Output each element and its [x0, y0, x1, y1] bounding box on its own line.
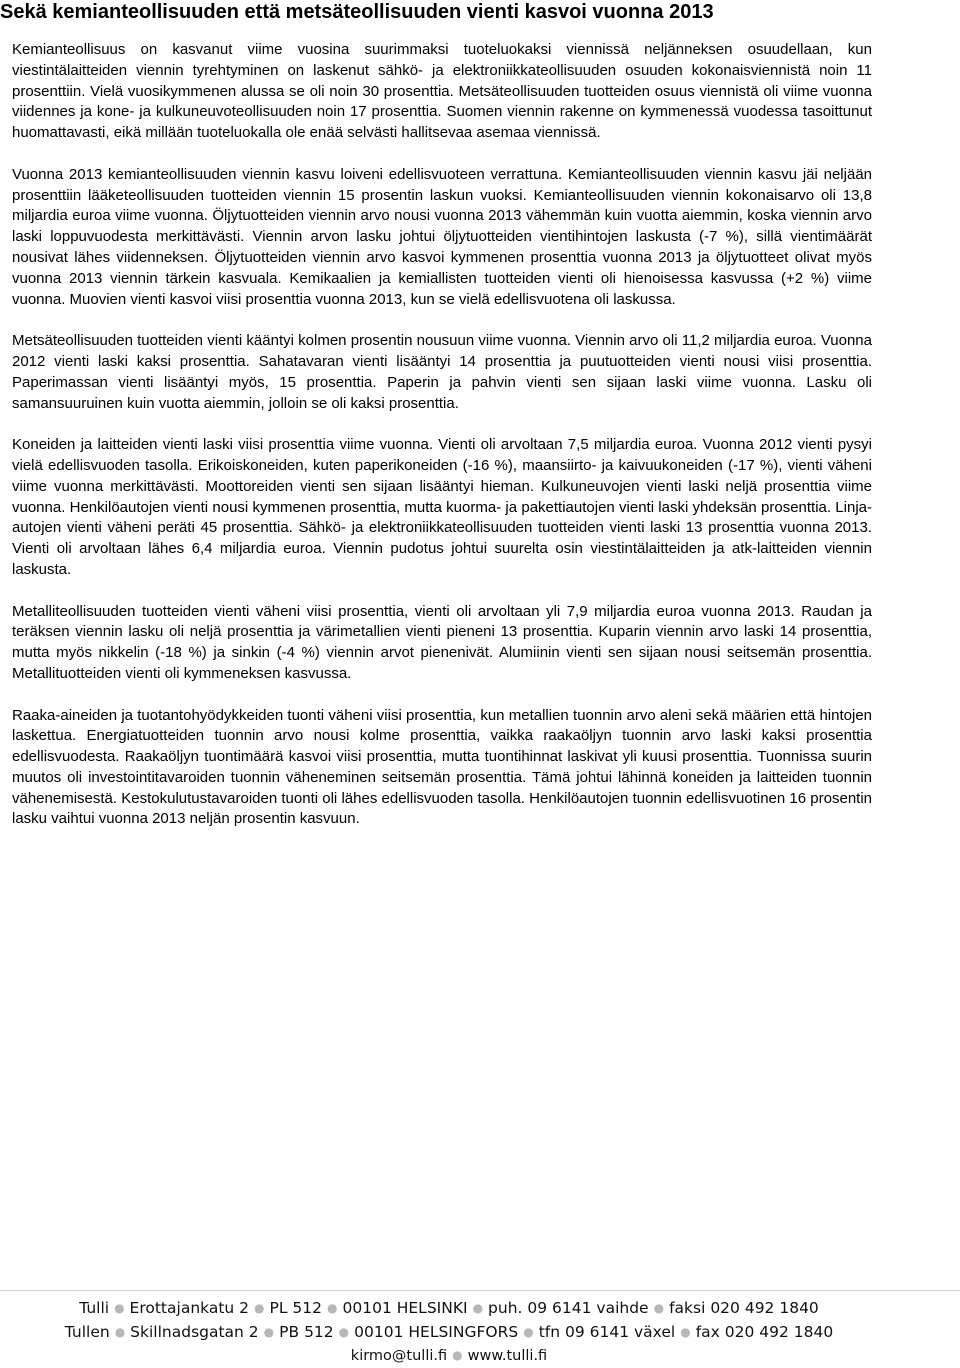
paragraph-1: Kemianteollisuus on kasvanut viime vuosina suurimmaksi tuoteluokaksi viennissä neljänneksen osuudellaan, kun viestintälaitteiden viennin tyrehtyminen on laskenut sähkö- ja elektroniikkateollisuuden osuuden kokonaisviennistä noin 11 prosenttiin. Vielä vuosikymmenen alussa se oli noin 30 prosenttia. Metsäteollisuuden tuotteiden osuus viennistä oli viime vuonna viidennes ja kone- ja kulkuneuvoteollisuuden noin 17 prosenttia. Suomen viennin rakenne on kymmenessä vuodessa tasoittunut huomattavasti, eikä millään tuoteluokalla ole enää selvästi hallitsevaa asemaa viennissä.	[12, 41, 872, 142]
bullet-icon: ●	[653, 1301, 665, 1315]
bullet-icon: ●	[327, 1301, 338, 1315]
footer-org: Tullen	[64, 1323, 110, 1341]
bullet-icon: ●	[680, 1325, 691, 1339]
paragraph-2: Vuonna 2013 kemianteollisuuden viennin kasvu loiveni edellisvuoteen verrattuna. Kemianteollisuuden viennin kasvu jäi neljään prosenttiin lääketeollisuuden tuotteiden viennin 15 prosentin laskun vuoksi. Kemianteollisuuden viennin kokonaisarvo oli 13,8 miljardia euroa viime vuonna. Öljytuotteiden viennin arvo nousi vuonna 2013 vähemmän kuin vuotta aiemmin, koska viennin arvo laski loppuvuodesta merkittävästi. Viennin arvon lasku johtui öljytuotteiden vientihintojen laskusta (-7 %), sillä vientimäärät nousivat lähes viidenneksen. Öljytuotteiden viennin arvo kasvoi kymmenen prosenttia vuonna 2013 ja öljytuotteet olivat myös vuonna 2013 viennin tärkein kasvuala. Kemikaalien ja kemiallisten tuotteiden vienti oli hienoisessa kasvussa (+2 %) viime vuonna. Muovien vienti kasvoi viisi prosenttia vuonna 2013, kun se vielä edellisvuotena oli laskussa.	[12, 165, 872, 308]
footer-line-swedish	[0, 1321, 898, 1345]
paragraph-6: Raaka-aineiden ja tuotantohyödykkeiden tuonti väheni viisi prosenttia, kun metallien tuonnin arvo aleni sekä määrien että hintojen laskettua. Energiatuotteiden tuonnin arvo nousi kolme prosenttia, vaikka raakaöljyn tuonnin arvo laski kaksi prosenttia edellisvuodesta. Raakaöljyn tuontimäärä kasvoi viisi prosenttia, mutta tuontihinnat laskivat yli kuusi prosenttia. Tuonnissa suurin muutos oli investointitavaroiden tuonnin väheneminen seitsemän prosenttia. Tämä johtui lähinnä koneiden ja laitteiden tuonnin vähenemisestä. Kestokulutustavaroiden tuonti oli lähes edellisvuoden tasolla. Henkilöautojen tuonnin edellisvuotinen 16 prosentin lasku vaihtui vuonna 2013 neljän prosentin kasvuun.	[12, 706, 872, 828]
page-title: Sekä kemianteollisuuden että metsäteollisuuden vienti kasvoi vuonna 2013	[0, 1, 714, 23]
footer-phone: puh. 09 6141 vaihde	[488, 1299, 649, 1317]
footer-email[interactable]: kirmo@tulli.fi	[350, 1348, 448, 1364]
footer-line-contact	[0, 1345, 898, 1368]
footer-fax: faksi 020 492 1840	[669, 1299, 819, 1317]
bullet-icon: ●	[114, 1325, 126, 1339]
bullet-icon: ●	[523, 1325, 534, 1339]
paragraph-4: Koneiden ja laitteiden vienti laski viisi prosenttia viime vuonna. Vienti oli arvoltaan 7,5 miljardia euroa. Vuonna 2012 vienti pysyi vielä edellisvuoden tasolla. Erikoiskoneiden, kuten paperikoneiden (-16 %), maansiirto- ja kaivuukoneiden (-17 %), vienti väheni viime vuonna merkittävästi. Moottoreiden vienti sen sijaan lisääntyi hieman. Kulkuneuvojen vienti laski neljä prosenttia viime vuonna. Henkilöautojen vienti nousi kymmenen prosenttia, mutta kuorma- ja pakettiautojen vienti laski yhdeksän prosenttia. Linja-autojen vienti väheni peräti 45 prosenttia. Sähkö- ja elektroniikkateollisuuden tuotteiden vienti laski 13 prosenttia vuonna 2013. Vienti oli arvoltaan lähes 6,4 miljardia euroa. Viennin pudotus johtui suurelta osin viestintälaitteiden ja atk-laitteiden viennin laskusta.	[12, 436, 872, 578]
bullet-icon: ●	[254, 1301, 265, 1315]
bullet-icon: ●	[338, 1325, 350, 1339]
footer-website[interactable]: www.tulli.fi	[467, 1348, 548, 1364]
bullet-icon: ●	[263, 1325, 275, 1339]
footer-phone: tfn 09 6141 växel	[538, 1323, 676, 1341]
footer-postal: 00101 HELSINGFORS	[354, 1323, 519, 1341]
footer-pobox: PL 512	[269, 1299, 323, 1317]
footer-org: Tulli	[79, 1299, 110, 1317]
footer-divider	[0, 1290, 960, 1291]
paragraph-5: Metalliteollisuuden tuotteiden vienti väheni viisi prosenttia, vienti oli arvoltaan yli 7,9 miljardia euroa vuonna 2013. Raudan ja teräksen viennin lasku oli neljä prosenttia ja värimetallien vienti pieneni 13 prosenttia. Kuparin viennin arvo laski 14 prosenttia, mutta myös nikkelin (-18 %) ja sinkin (-4 %) viennin arvot pienenivät. Alumiinin vienti sen sijaan nousi seitsemän prosenttia. Metallituotteiden vienti oli kymmeneksen kasvussa.	[12, 602, 872, 682]
bullet-icon: ●	[114, 1301, 125, 1315]
paragraph-3: Metsäteollisuuden tuotteiden vienti kääntyi kolmen prosentin nousuun viime vuonna. Viennin arvo oli 11,2 miljardia euroa. Vuonna 2012 vienti laski kaksi prosenttia. Sahatavaran vienti lisääntyi 14 prosenttia ja puutuotteiden vienti nousi viisi prosenttia. Paperimassan vienti lisääntyi myös, 15 prosenttia. Paperin ja pahvin vienti sen sijaan laski viime vuonna. Lasku oli samansuuruinen kuin vuotta aiemmin, jolloin se oli kaksi prosenttia.	[12, 332, 872, 412]
footer-street: Erottajankatu 2	[129, 1299, 250, 1317]
footer-street: Skillnadsgatan 2	[130, 1323, 259, 1341]
footer-postal: 00101 HELSINKI	[342, 1299, 468, 1317]
footer-fax: fax 020 492 1840	[695, 1323, 834, 1341]
footer	[0, 1297, 898, 1368]
footer-line-finnish	[0, 1297, 898, 1321]
article-body	[12, 40, 872, 851]
bullet-icon: ●	[472, 1301, 484, 1315]
bullet-icon: ●	[452, 1348, 463, 1362]
footer-pobox: PB 512	[279, 1323, 334, 1341]
